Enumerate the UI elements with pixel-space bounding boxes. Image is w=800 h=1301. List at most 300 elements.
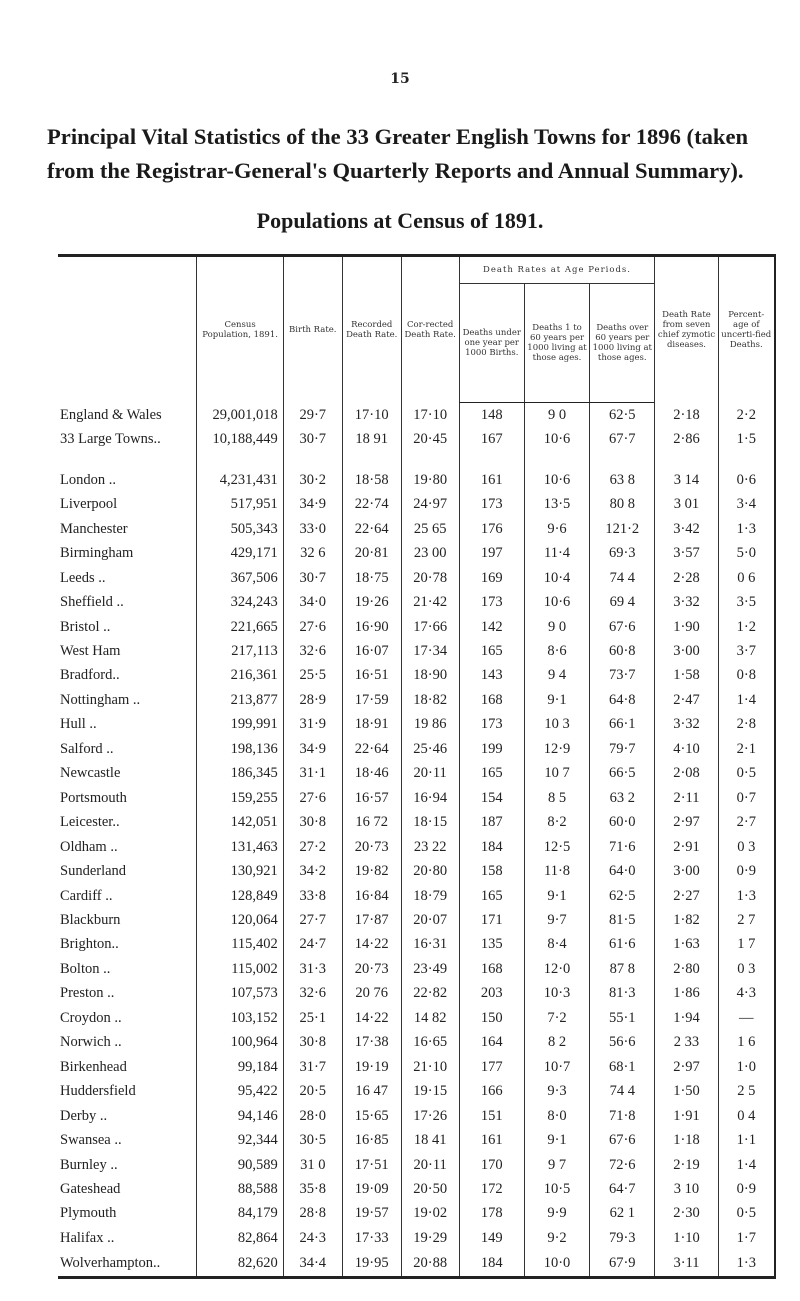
birth-rate-cell: 34·9	[283, 737, 342, 761]
table-row	[58, 859, 775, 883]
zymotic-cell: 2·08	[655, 762, 718, 786]
one-to-sixty-cell: 9·1	[524, 884, 589, 908]
under-one-cell: 167	[459, 428, 524, 452]
corrected-death-rate-cell: 23 00	[401, 541, 459, 565]
corrected-death-rate-cell: 16·65	[401, 1031, 459, 1055]
zymotic-cell: 1·10	[655, 1226, 718, 1250]
one-to-sixty-cell: 13·5	[524, 493, 589, 517]
under-one-cell: 164	[459, 1031, 524, 1055]
over-sixty-cell: 67·7	[590, 428, 655, 452]
one-to-sixty-cell: 9·7	[524, 908, 589, 932]
over-sixty-cell: 74 4	[590, 1079, 655, 1103]
corrected-death-rate-cell: 20·88	[401, 1251, 459, 1278]
over-sixty-cell: 73·7	[590, 664, 655, 688]
birth-rate-cell: 24·3	[283, 1226, 342, 1250]
under-one-cell: 187	[459, 810, 524, 834]
birth-rate-cell: 29·7	[283, 403, 342, 428]
zymotic-cell: 3·32	[655, 590, 718, 614]
under-one-cell: 178	[459, 1202, 524, 1226]
under-one-cell: 176	[459, 517, 524, 541]
recorded-death-rate-cell: 19·57	[342, 1202, 401, 1226]
table-row	[58, 1128, 775, 1152]
zymotic-header: Death Rate from seven chief zymotic diseases.	[655, 256, 718, 403]
uncertified-cell: 3·7	[718, 639, 775, 663]
recorded-death-rate-cell: 22·74	[342, 493, 401, 517]
table-row	[58, 762, 775, 786]
birth-rate-cell: 32 6	[283, 541, 342, 565]
birth-rate-cell: 31·1	[283, 762, 342, 786]
over-sixty-cell: 61·6	[590, 933, 655, 957]
recorded-death-rate-cell: 17·51	[342, 1153, 401, 1177]
town-cell: Bolton ..	[60, 960, 111, 977]
town-cell: Gateshead	[60, 1180, 121, 1197]
table-row	[58, 541, 775, 565]
birth-rate-cell: 31·9	[283, 713, 342, 737]
uncertified-cell: 3·5	[718, 590, 775, 614]
one-to-sixty-cell: 12·5	[524, 835, 589, 859]
over-sixty-cell: 60·0	[590, 810, 655, 834]
corrected-death-rate-cell: 21·42	[401, 590, 459, 614]
birth-rate-cell: 27·7	[283, 908, 342, 932]
under-one-cell: 184	[459, 835, 524, 859]
birth-rate-cell: 34·2	[283, 859, 342, 883]
uncertified-cell: 0 3	[718, 957, 775, 981]
town-cell: Nottingham ..	[60, 691, 141, 708]
one-to-sixty-cell: 9·1	[524, 1128, 589, 1152]
birth-rate-cell: 33·8	[283, 884, 342, 908]
recorded-death-rate-cell: 16·51	[342, 664, 401, 688]
population-cell: 92,344	[197, 1128, 283, 1152]
one-to-sixty-cell: 10·6	[524, 590, 589, 614]
population-cell: 99,184	[197, 1055, 283, 1079]
under-one-cell: 142	[459, 615, 524, 639]
population-cell: 4,231,431	[197, 468, 283, 492]
one-to-sixty-cell: 8·6	[524, 639, 589, 663]
uncertified-cell: 1 6	[718, 1031, 775, 1055]
spacer-cell	[459, 452, 524, 468]
table-row	[58, 428, 775, 452]
uncertified-cell: 0·7	[718, 786, 775, 810]
town-cell: Newcastle	[60, 765, 121, 782]
town-cell: Blackburn	[60, 912, 121, 928]
recorded-death-rate-cell: 17·10	[342, 403, 401, 428]
recorded-death-rate-cell: 20·73	[342, 835, 401, 859]
page-number: 15	[390, 71, 410, 87]
corrected-death-rate-cell: 25 65	[401, 517, 459, 541]
zymotic-cell: 3 10	[655, 1177, 718, 1201]
under-one-cell: 165	[459, 884, 524, 908]
zymotic-cell: 2 33	[655, 1031, 718, 1055]
over-sixty-cell: 67·6	[590, 1128, 655, 1152]
zymotic-cell: 2·97	[655, 1055, 718, 1079]
spacer-cell	[342, 452, 401, 468]
zymotic-cell: 1·82	[655, 908, 718, 932]
population-cell: 90,589	[197, 1153, 283, 1177]
corrected-death-rate-header: Cor-rected Death Rate.	[401, 256, 459, 403]
one-to-sixty-header: Deaths 1 to 60 years per 1000 living at those ages.	[524, 284, 589, 403]
population-cell: 107,573	[197, 982, 283, 1006]
recorded-death-rate-header: Recorded Death Rate.	[342, 256, 401, 403]
one-to-sixty-cell: 10·6	[524, 428, 589, 452]
birth-rate-header: Birth Rate.	[283, 256, 342, 403]
uncertified-cell: 5·0	[718, 541, 775, 565]
birth-rate-cell: 24·7	[283, 933, 342, 957]
population-cell: 130,921	[197, 859, 283, 883]
town-cell: West Ham	[60, 643, 121, 660]
under-one-cell: 150	[459, 1006, 524, 1030]
over-sixty-cell: 81·5	[590, 908, 655, 932]
population-cell: 429,171	[197, 541, 283, 565]
birth-rate-cell: 31·3	[283, 957, 342, 981]
under-one-cell: 165	[459, 762, 524, 786]
population-cell: 186,345	[197, 762, 283, 786]
corrected-death-rate-cell: 20·11	[401, 762, 459, 786]
table-row	[58, 493, 775, 517]
zymotic-cell: 3·00	[655, 859, 718, 883]
corrected-death-rate-cell: 18·15	[401, 810, 459, 834]
birth-rate-cell: 28·9	[283, 688, 342, 712]
birth-rate-cell: 30·7	[283, 428, 342, 452]
spacer-cell	[401, 452, 459, 468]
table-row	[58, 1031, 775, 1055]
population-cell: 100,964	[197, 1031, 283, 1055]
corrected-death-rate-cell: 20·11	[401, 1153, 459, 1177]
uncertified-cell: 1·2	[718, 615, 775, 639]
town-cell: Huddersfield	[60, 1083, 136, 1100]
uncertified-cell: 2·7	[718, 810, 775, 834]
over-sixty-cell: 60·8	[590, 639, 655, 663]
recorded-death-rate-cell: 19·19	[342, 1055, 401, 1079]
population-cell: 142,051	[197, 810, 283, 834]
table-row	[58, 403, 775, 428]
over-sixty-cell: 56·6	[590, 1031, 655, 1055]
under-one-cell: 169	[459, 566, 524, 590]
age-periods-group-header: Death Rates at Age Periods.	[459, 256, 655, 284]
spacer-cell	[655, 452, 718, 468]
table-body	[58, 403, 775, 1278]
recorded-death-rate-cell: 16·90	[342, 615, 401, 639]
one-to-sixty-cell: 9 0	[524, 403, 589, 428]
town-cell: Norwich ..	[60, 1034, 122, 1051]
one-to-sixty-cell: 11·4	[524, 541, 589, 565]
recorded-death-rate-cell: 17·38	[342, 1031, 401, 1055]
population-cell: 115,402	[197, 933, 283, 957]
town-cell: Hull ..	[60, 716, 97, 733]
zymotic-cell: 3·57	[655, 541, 718, 565]
uncertified-cell: 2·1	[718, 737, 775, 761]
uncertified-cell: 1·5	[718, 428, 775, 452]
under-one-cell: 184	[459, 1251, 524, 1278]
one-to-sixty-cell: 9·2	[524, 1226, 589, 1250]
uncertified-cell: 2·2	[718, 403, 775, 428]
corrected-death-rate-cell: 25·46	[401, 737, 459, 761]
under-one-cell: 165	[459, 639, 524, 663]
over-sixty-cell: 121·2	[590, 517, 655, 541]
town-cell: Leeds ..	[60, 569, 106, 586]
zymotic-cell: 2·27	[655, 884, 718, 908]
population-cell: 88,588	[197, 1177, 283, 1201]
recorded-death-rate-cell: 17·87	[342, 908, 401, 932]
uncertified-cell: 0 4	[718, 1104, 775, 1128]
over-sixty-cell: 66·5	[590, 762, 655, 786]
population-cell: 95,422	[197, 1079, 283, 1103]
recorded-death-rate-cell: 18 91	[342, 428, 401, 452]
birth-rate-cell: 30·5	[283, 1128, 342, 1152]
town-cell: Oldham ..	[60, 838, 118, 855]
town-cell: Leicester..	[60, 814, 120, 831]
one-to-sixty-cell: 9·6	[524, 517, 589, 541]
population-cell: 159,255	[197, 786, 283, 810]
over-sixty-cell: 87 8	[590, 957, 655, 981]
zymotic-cell: 2·47	[655, 688, 718, 712]
zymotic-cell: 3·32	[655, 713, 718, 737]
town-cell: Plymouth	[60, 1205, 117, 1222]
corrected-death-rate-cell: 23 22	[401, 835, 459, 859]
over-sixty-cell: 74 4	[590, 566, 655, 590]
recorded-death-rate-cell: 16 47	[342, 1079, 401, 1103]
town-cell: Liverpool	[60, 496, 118, 513]
zymotic-cell: 3·11	[655, 1251, 718, 1278]
one-to-sixty-cell: 10 7	[524, 762, 589, 786]
over-sixty-cell: 69 4	[590, 590, 655, 614]
corrected-death-rate-cell: 21·10	[401, 1055, 459, 1079]
recorded-death-rate-cell: 19·26	[342, 590, 401, 614]
town-cell: Manchester	[60, 520, 128, 537]
birth-rate-cell: 30·7	[283, 566, 342, 590]
zymotic-cell: 1·50	[655, 1079, 718, 1103]
recorded-death-rate-cell: 20 76	[342, 982, 401, 1006]
one-to-sixty-cell: 8 2	[524, 1031, 589, 1055]
population-cell: 115,002	[197, 957, 283, 981]
table-row	[58, 1079, 775, 1103]
corrected-death-rate-cell: 16·31	[401, 933, 459, 957]
birth-rate-cell: 32·6	[283, 639, 342, 663]
zymotic-cell: 2·11	[655, 786, 718, 810]
town-cell: Bristol ..	[60, 618, 111, 635]
table-row	[58, 1055, 775, 1079]
one-to-sixty-cell: 10·4	[524, 566, 589, 590]
over-sixty-cell: 80 8	[590, 493, 655, 517]
population-cell: 517,951	[197, 493, 283, 517]
recorded-death-rate-cell: 22·64	[342, 737, 401, 761]
spacer-row	[58, 452, 775, 468]
corrected-death-rate-cell: 18·79	[401, 884, 459, 908]
under-one-cell: 172	[459, 1177, 524, 1201]
under-one-cell: 161	[459, 1128, 524, 1152]
over-sixty-cell: 64·8	[590, 688, 655, 712]
under-one-header: Deaths under one year per 1000 Births.	[459, 284, 524, 403]
uncertified-cell: 1·4	[718, 1153, 775, 1177]
birth-rate-cell: 30·8	[283, 1031, 342, 1055]
corrected-death-rate-cell: 23·49	[401, 957, 459, 981]
table-row	[58, 1104, 775, 1128]
one-to-sixty-cell: 12·0	[524, 957, 589, 981]
birth-rate-cell: 31·7	[283, 1055, 342, 1079]
over-sixty-cell: 63 8	[590, 468, 655, 492]
population-cell: 221,665	[197, 615, 283, 639]
table-row	[58, 517, 775, 541]
birth-rate-cell: 30·2	[283, 468, 342, 492]
corrected-death-rate-cell: 17·66	[401, 615, 459, 639]
recorded-death-rate-cell: 18·58	[342, 468, 401, 492]
one-to-sixty-cell: 9 4	[524, 664, 589, 688]
zymotic-cell: 3 14	[655, 468, 718, 492]
uncertified-header: Percent-age of uncerti-fied Deaths.	[718, 256, 775, 403]
table-row	[58, 835, 775, 859]
recorded-death-rate-cell: 19·09	[342, 1177, 401, 1201]
zymotic-cell: 2·91	[655, 835, 718, 859]
corrected-death-rate-cell: 17·26	[401, 1104, 459, 1128]
zymotic-cell: 3·00	[655, 639, 718, 663]
recorded-death-rate-cell: 15·65	[342, 1104, 401, 1128]
population-header: Census Population, 1891.	[197, 256, 283, 403]
over-sixty-cell: 67·6	[590, 615, 655, 639]
one-to-sixty-cell: 10·6	[524, 468, 589, 492]
recorded-death-rate-cell: 17·33	[342, 1226, 401, 1250]
uncertified-cell: 2 5	[718, 1079, 775, 1103]
over-sixty-header: Deaths over 60 years per 1000 living at those ages.	[590, 284, 655, 403]
under-one-cell: 173	[459, 493, 524, 517]
under-one-cell: 135	[459, 933, 524, 957]
corrected-death-rate-cell: 16·94	[401, 786, 459, 810]
zymotic-cell: 2·86	[655, 428, 718, 452]
page-subtitle: Populations at Census of 1891.	[256, 208, 544, 233]
recorded-death-rate-cell: 16·07	[342, 639, 401, 663]
zymotic-cell: 1·90	[655, 615, 718, 639]
zymotic-cell: 2·18	[655, 403, 718, 428]
table-row	[58, 1177, 775, 1201]
over-sixty-cell: 72·6	[590, 1153, 655, 1177]
over-sixty-cell: 71·6	[590, 835, 655, 859]
population-cell: 367,506	[197, 566, 283, 590]
uncertified-cell: 1·4	[718, 688, 775, 712]
town-cell: Brighton..	[60, 936, 119, 953]
over-sixty-cell: 55·1	[590, 1006, 655, 1030]
population-cell: 199,991	[197, 713, 283, 737]
table-row	[58, 468, 775, 492]
birth-rate-cell: 35·8	[283, 1177, 342, 1201]
table-row	[58, 713, 775, 737]
over-sixty-cell: 64·7	[590, 1177, 655, 1201]
birth-rate-cell: 27·2	[283, 835, 342, 859]
under-one-cell: 149	[459, 1226, 524, 1250]
recorded-death-rate-cell: 18·75	[342, 566, 401, 590]
zymotic-cell: 4·10	[655, 737, 718, 761]
uncertified-cell: 0·9	[718, 1177, 775, 1201]
corrected-death-rate-cell: 20·50	[401, 1177, 459, 1201]
uncertified-cell: 1·3	[718, 1251, 775, 1278]
under-one-cell: 168	[459, 957, 524, 981]
corrected-death-rate-cell: 17·10	[401, 403, 459, 428]
population-cell: 216,361	[197, 664, 283, 688]
uncertified-cell: 1·0	[718, 1055, 775, 1079]
zymotic-cell: 1·58	[655, 664, 718, 688]
town-cell: Portsmouth	[60, 789, 127, 806]
table-row	[58, 884, 775, 908]
table-row	[58, 1251, 775, 1278]
corrected-death-rate-cell: 19·15	[401, 1079, 459, 1103]
zymotic-cell: 3·42	[655, 517, 718, 541]
uncertified-cell: 0·9	[718, 859, 775, 883]
uncertified-cell: 4·3	[718, 982, 775, 1006]
corrected-death-rate-cell: 22·82	[401, 982, 459, 1006]
spacer-cell	[590, 452, 655, 468]
town-cell: England & Wales	[60, 406, 162, 423]
birth-rate-cell: 20·5	[283, 1079, 342, 1103]
under-one-cell: 171	[459, 908, 524, 932]
population-cell: 84,179	[197, 1202, 283, 1226]
corrected-death-rate-cell: 17·34	[401, 639, 459, 663]
one-to-sixty-cell: 12·9	[524, 737, 589, 761]
birth-rate-cell: 31 0	[283, 1153, 342, 1177]
over-sixty-cell: 64·0	[590, 859, 655, 883]
birth-rate-cell: 34·4	[283, 1251, 342, 1278]
corrected-death-rate-cell: 20·80	[401, 859, 459, 883]
over-sixty-cell: 63 2	[590, 786, 655, 810]
birth-rate-cell: 28·0	[283, 1104, 342, 1128]
uncertified-cell: 0 6	[718, 566, 775, 590]
one-to-sixty-cell: 10·7	[524, 1055, 589, 1079]
over-sixty-cell: 66·1	[590, 713, 655, 737]
town-cell: Burnley ..	[60, 1156, 118, 1173]
town-cell: Birmingham	[60, 545, 134, 562]
uncertified-cell: 1·7	[718, 1226, 775, 1250]
corrected-death-rate-cell: 14 82	[401, 1006, 459, 1030]
town-cell: Croydon ..	[60, 1009, 122, 1026]
under-one-cell: 166	[459, 1079, 524, 1103]
under-one-cell: 158	[459, 859, 524, 883]
corrected-death-rate-cell: 18 41	[401, 1128, 459, 1152]
population-cell: 131,463	[197, 835, 283, 859]
uncertified-cell: 0·6	[718, 468, 775, 492]
zymotic-cell: 2·30	[655, 1202, 718, 1226]
birth-rate-cell: 32·6	[283, 982, 342, 1006]
over-sixty-cell: 68·1	[590, 1055, 655, 1079]
spacer-cell	[58, 452, 197, 468]
uncertified-cell: 1 7	[718, 933, 775, 957]
recorded-death-rate-cell: 20·81	[342, 541, 401, 565]
table-row	[58, 786, 775, 810]
corrected-death-rate-cell: 18·90	[401, 664, 459, 688]
under-one-cell: 197	[459, 541, 524, 565]
one-to-sixty-cell: 9 0	[524, 615, 589, 639]
town-cell: Bradford..	[60, 667, 120, 684]
over-sixty-cell: 62 1	[590, 1202, 655, 1226]
over-sixty-cell: 62·5	[590, 884, 655, 908]
zymotic-cell: 1·63	[655, 933, 718, 957]
recorded-death-rate-cell: 18·46	[342, 762, 401, 786]
under-one-cell: 170	[459, 1153, 524, 1177]
zymotic-cell: 1·94	[655, 1006, 718, 1030]
over-sixty-cell: 62·5	[590, 403, 655, 428]
under-one-cell: 143	[459, 664, 524, 688]
birth-rate-cell: 33·0	[283, 517, 342, 541]
table-row	[58, 982, 775, 1006]
town-cell: Preston ..	[60, 985, 115, 1002]
uncertified-cell: 1·3	[718, 517, 775, 541]
recorded-death-rate-cell: 16·85	[342, 1128, 401, 1152]
spacer-cell	[197, 452, 283, 468]
corrected-death-rate-cell: 20·45	[401, 428, 459, 452]
recorded-death-rate-cell: 16 72	[342, 810, 401, 834]
recorded-death-rate-cell: 14·22	[342, 933, 401, 957]
corrected-death-rate-cell: 19 86	[401, 713, 459, 737]
table-row	[58, 957, 775, 981]
uncertified-cell: 0·8	[718, 664, 775, 688]
population-cell: 324,243	[197, 590, 283, 614]
population-cell: 82,864	[197, 1226, 283, 1250]
birth-rate-cell: 27·6	[283, 615, 342, 639]
